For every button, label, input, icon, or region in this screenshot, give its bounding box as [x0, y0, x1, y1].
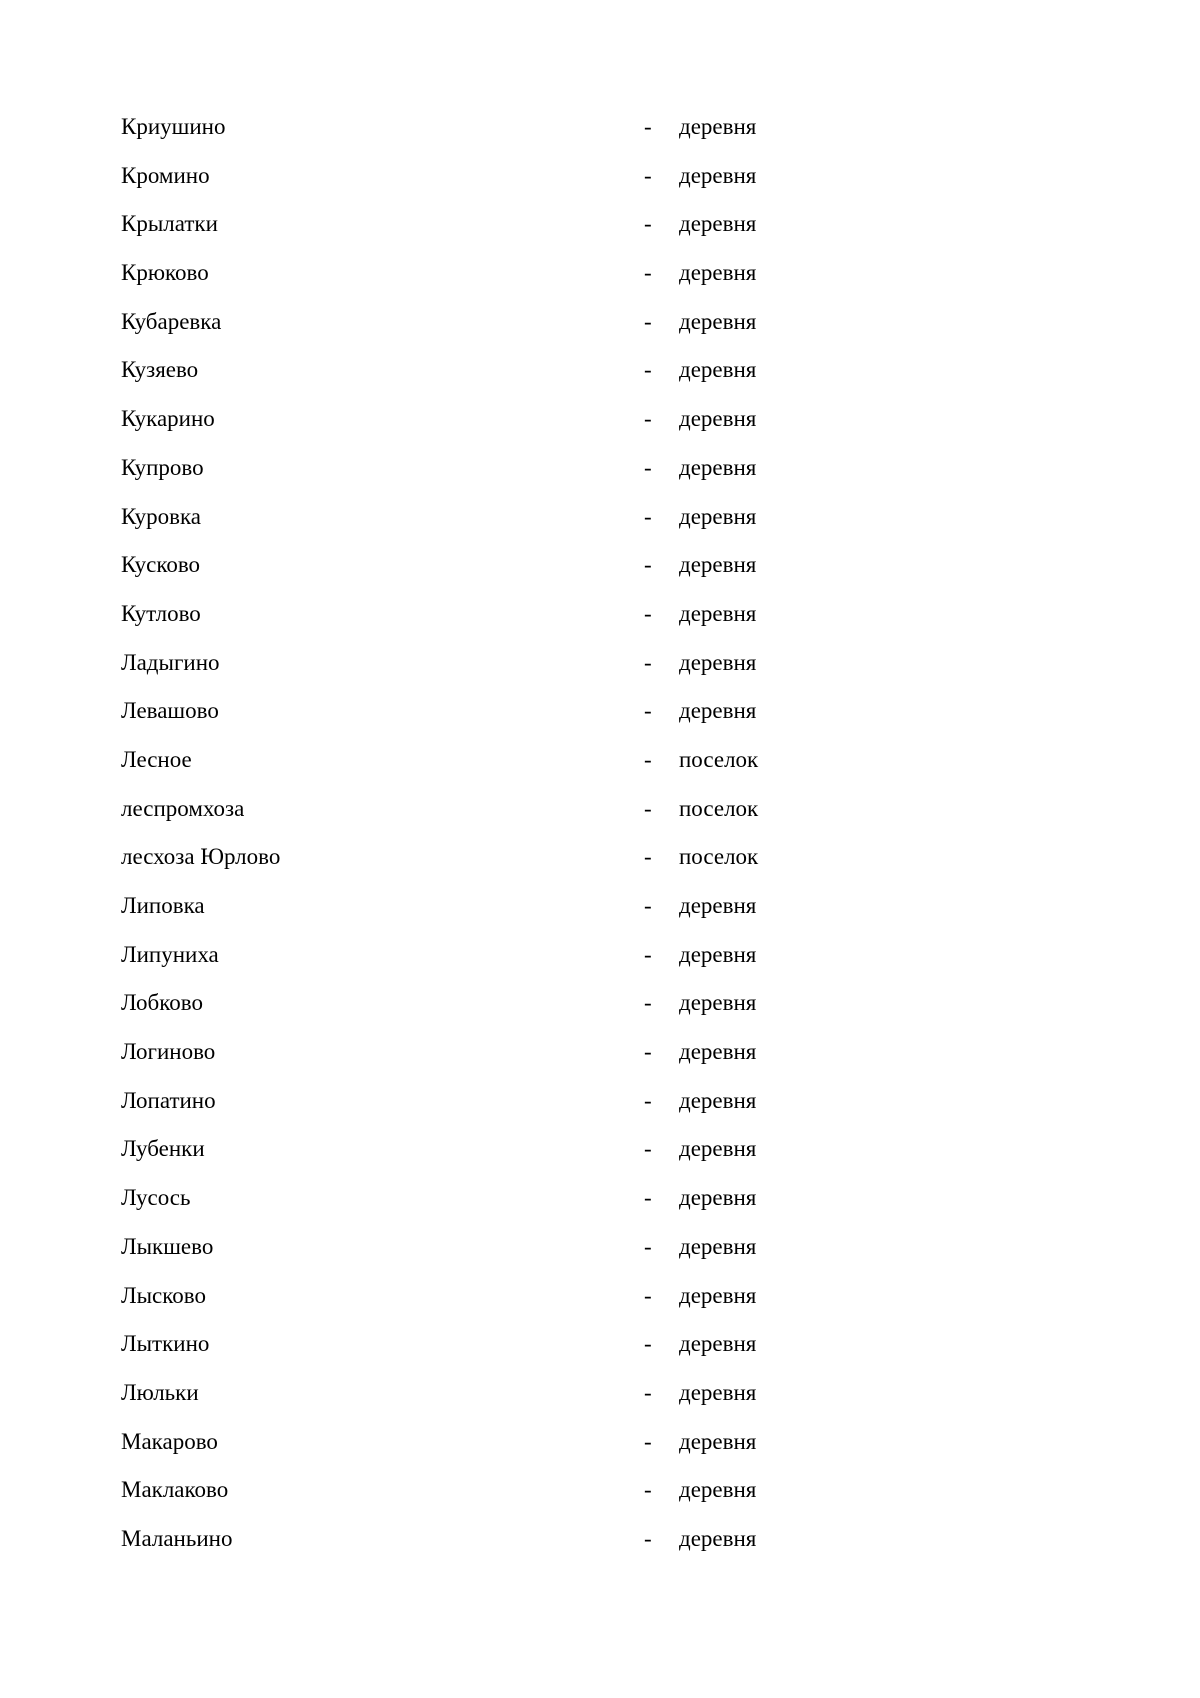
list-item: [121, 453, 1021, 502]
settlement-type: деревня: [679, 1185, 757, 1211]
settlement-type: деревня: [679, 162, 757, 188]
separator-dash: -: [644, 308, 652, 334]
separator-dash: -: [644, 893, 652, 918]
settlement-name: Лусось: [121, 1185, 191, 1211]
separator-dash: -: [644, 1331, 652, 1357]
separator-dash: -: [644, 941, 652, 967]
settlement-type: поселок: [679, 746, 759, 772]
list-item: [121, 842, 1021, 891]
list-item: [121, 1281, 1021, 1330]
settlement-name: Кусково: [121, 552, 201, 578]
settlement-name: Маклаково: [121, 1477, 229, 1503]
separator-dash: -: [644, 795, 652, 821]
settlement-name: Кузяево: [121, 357, 199, 383]
settlement-type: деревня: [679, 990, 757, 1016]
list-item: [121, 696, 1021, 745]
settlement-name: Кукарино: [121, 406, 215, 432]
separator-dash: -: [644, 746, 652, 772]
separator-dash: -: [644, 1525, 652, 1551]
settlement-name: Лопатино: [121, 1087, 216, 1113]
list-item: [121, 258, 1021, 307]
settlement-name: Лобково: [121, 990, 203, 1016]
separator-dash: -: [644, 1282, 652, 1308]
settlement-type: деревня: [679, 260, 757, 286]
list-item: [121, 502, 1021, 551]
list-item: [121, 355, 1021, 404]
separator-dash: -: [644, 1039, 652, 1065]
separator-dash: -: [644, 1428, 652, 1454]
settlement-name: Липовка: [121, 893, 205, 918]
separator-dash: -: [644, 454, 652, 480]
settlement-type: деревня: [679, 1379, 757, 1405]
settlement-type: деревня: [679, 503, 757, 529]
list-item: [121, 1475, 1021, 1524]
list-item: [121, 1329, 1021, 1378]
settlement-type: поселок: [679, 844, 759, 870]
settlement-name: Макарово: [121, 1428, 218, 1454]
separator-dash: -: [644, 1379, 652, 1405]
settlement-type: деревня: [679, 1233, 757, 1259]
settlement-type: деревня: [679, 308, 757, 334]
settlement-name: Кубаревка: [121, 308, 222, 334]
settlement-type: деревня: [679, 357, 757, 383]
settlement-name: Люльки: [121, 1379, 199, 1405]
list-item: [121, 940, 1021, 989]
settlement-type: деревня: [679, 1331, 757, 1357]
settlement-type: деревня: [679, 1477, 757, 1503]
list-item: [121, 1183, 1021, 1232]
separator-dash: -: [644, 698, 652, 724]
settlement-name: Маланьино: [121, 1525, 233, 1551]
settlement-type: деревня: [679, 649, 757, 675]
separator-dash: -: [644, 503, 652, 529]
separator-dash: -: [644, 990, 652, 1016]
separator-dash: -: [644, 357, 652, 383]
settlement-type: деревня: [679, 211, 757, 237]
settlement-name: Лысково: [121, 1282, 206, 1308]
settlement-type: деревня: [679, 1087, 757, 1113]
list-item: [121, 745, 1021, 794]
list-item: [121, 307, 1021, 356]
settlement-type: деревня: [679, 406, 757, 432]
separator-dash: -: [644, 162, 652, 188]
list-item: [121, 209, 1021, 258]
list-item: [121, 161, 1021, 210]
separator-dash: -: [644, 211, 652, 237]
settlement-type: деревня: [679, 1282, 757, 1308]
settlement-type: деревня: [679, 114, 757, 139]
list-item: [121, 794, 1021, 843]
separator-dash: -: [644, 1087, 652, 1113]
list-item: [121, 1134, 1021, 1183]
list-item: [121, 988, 1021, 1037]
list-item: [121, 891, 1021, 940]
settlement-type: деревня: [679, 1525, 757, 1551]
separator-dash: -: [644, 1477, 652, 1503]
separator-dash: -: [644, 1233, 652, 1259]
settlement-type: деревня: [679, 1136, 757, 1162]
settlement-type: деревня: [679, 454, 757, 480]
settlement-name: Лыкшево: [121, 1233, 214, 1259]
settlement-name: Куровка: [121, 503, 202, 529]
list-item: [121, 550, 1021, 599]
settlement-type: деревня: [679, 941, 757, 967]
settlement-name: Кутлово: [121, 600, 201, 626]
settlement-type: поселок: [679, 795, 759, 821]
separator-dash: -: [644, 1136, 652, 1162]
separator-dash: -: [644, 649, 652, 675]
settlement-name: лесхоза Юрлово: [121, 844, 281, 870]
settlement-name: Лубенки: [121, 1136, 205, 1162]
list-item: [121, 599, 1021, 648]
settlement-name: Крылатки: [121, 211, 218, 237]
settlement-name: Левашово: [121, 698, 219, 724]
settlement-type: деревня: [679, 552, 757, 578]
settlement-name: Ладыгино: [121, 649, 220, 675]
settlement-name: Криушино: [121, 114, 226, 139]
list-item: [121, 1427, 1021, 1476]
separator-dash: -: [644, 600, 652, 626]
settlement-type: деревня: [679, 698, 757, 724]
separator-dash: -: [644, 1185, 652, 1211]
settlement-list: [121, 112, 1021, 1573]
settlement-type: деревня: [679, 1039, 757, 1065]
separator-dash: -: [644, 844, 652, 870]
separator-dash: -: [644, 552, 652, 578]
settlement-type: деревня: [679, 1428, 757, 1454]
list-item: [121, 1232, 1021, 1281]
list-item: [121, 1037, 1021, 1086]
settlement-name: леспромхоза: [121, 795, 245, 821]
list-item: [121, 404, 1021, 453]
settlement-name: Кромино: [121, 162, 210, 188]
list-item: [121, 1378, 1021, 1427]
settlement-name: Логиново: [121, 1039, 216, 1065]
list-item: [121, 112, 1021, 161]
separator-dash: -: [644, 260, 652, 286]
separator-dash: -: [644, 114, 652, 139]
settlement-name: Липуниха: [121, 941, 219, 967]
settlement-name: Купрово: [121, 454, 204, 480]
list-item: [121, 1086, 1021, 1135]
list-item: [121, 1524, 1021, 1573]
settlement-type: деревня: [679, 600, 757, 626]
separator-dash: -: [644, 406, 652, 432]
settlement-type: деревня: [679, 893, 757, 918]
list-item: [121, 648, 1021, 697]
settlement-name: Лыткино: [121, 1331, 210, 1357]
settlement-name: Лесное: [121, 746, 192, 772]
settlement-name: Крюково: [121, 260, 209, 286]
